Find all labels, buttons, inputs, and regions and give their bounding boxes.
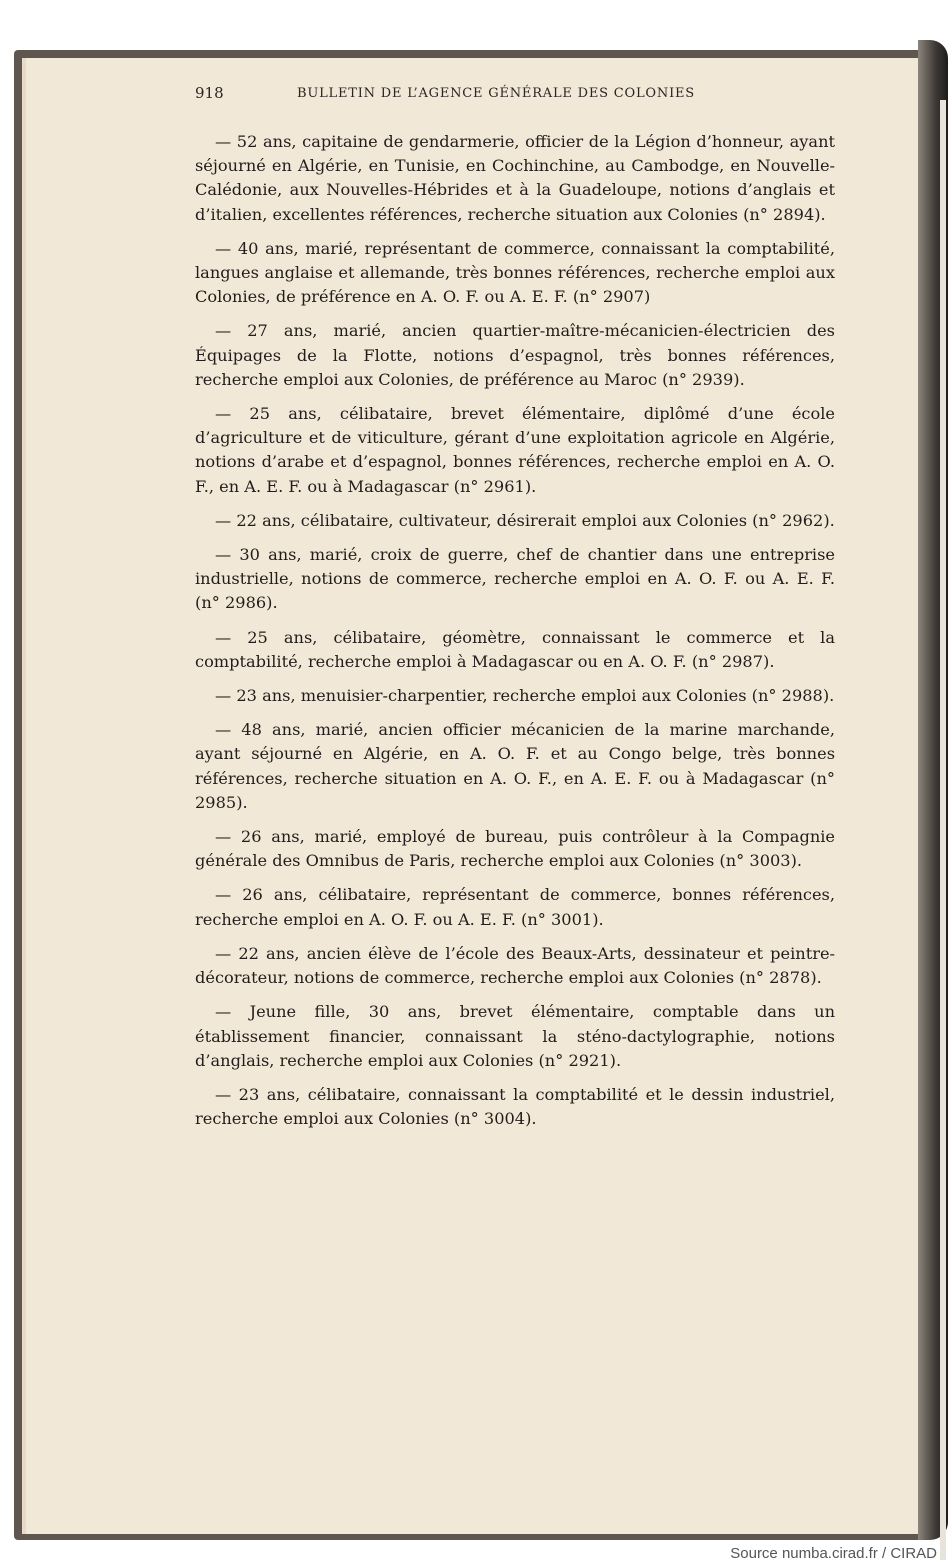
book-spine-edge (918, 40, 948, 1540)
entry: — 25 ans, célibataire, brevet élémentaire, diplômé d’une école d’agriculture et de viticulture, gérant d’une exploitation agricole en Algérie, notions d’arabe et d’espagnol, bonnes références, recherche emploi en A. O. F., en A. E. F. ou à Madagascar (n° 2961). (195, 404, 835, 496)
entry: — 25 ans, célibataire, géomètre, connaissant le commerce et la comptabilité, recherche emploi à Madagascar ou en A. O. F. (n° 2987). (195, 627, 835, 671)
source-credit: Source numba.cirad.fr / CIRAD (730, 1545, 937, 1562)
entry: — 52 ans, capitaine de gendarmerie, officier de la Légion d’honneur, ayant séjourné en Algérie, en Tunisie, en Cochinchine, au Cambodge, en Nouvelle-Calédonie, aux Nouvelles-Hébrides et à la Guadeloupe, notions d’anglais et d’italien, excellentes références, recherche situation aux Colonies (n° 2894). (195, 132, 835, 224)
entry: — Jeune fille, 30 ans, brevet élémentaire, comptable dans un établissement financier, connaissant la sténo-dactylographie, notions d’anglais, recherche emploi aux Colonies (n° 2921). (195, 1002, 835, 1070)
entry: — 23 ans, menuisier-charpentier, recherche emploi aux Colonies (n° 2988). (215, 686, 835, 706)
page-number: 918 (195, 84, 224, 102)
entry: — 22 ans, célibataire, cultivateur, désirerait emploi aux Colonies (n° 2962). (215, 510, 835, 530)
entry: — 23 ans, célibataire, connaissant la comptabilité et le dessin industriel, recherche emploi aux Colonies (n° 3004). (195, 1084, 835, 1129)
page-header (195, 84, 835, 108)
page-edge-strip (940, 100, 946, 1560)
running-head: BULLETIN DE L’AGENCE GÉNÉRALE DES COLONIES (297, 86, 695, 101)
entry: — 22 ans, ancien élève de l’école des Beaux-Arts, dessinateur et peintre-décorateur, notions de commerce, recherche emploi aux Colonies (n° 2878). (195, 943, 835, 988)
entry: — 30 ans, marié, croix de guerre, chef de chantier dans une entreprise industrielle, notions de commerce, recherche emploi en A. O. F. ou A. E. F. (n° 2986). (195, 545, 835, 613)
entry: — 26 ans, célibataire, représentant de commerce, bonnes références, recherche emploi en A. O. F. ou A. E. F. (n° 3001). (195, 885, 835, 929)
entry: — 48 ans, marié, ancien officier mécanicien de la marine marchande, ayant séjourné en Algérie, en A. O. F. et au Congo belge, très bonnes références, recherche situation en A. O. F., en A. E. F. ou à Madagascar (n° 2985). (195, 720, 835, 812)
entry: — 40 ans, marié, représentant de commerce, connaissant la comptabilité, langues anglaise et allemande, très bonnes références, recherche emploi aux Colonies, de préférence en A. O. F. ou A. E. F. (n° 2907) (195, 238, 835, 307)
entry: — 27 ans, marié, ancien quartier-maître-mécanicien-électricien des Équipages de la Flotte, notions d’espagnol, très bonnes références, recherche emploi aux Colonies, de préférence au Maroc (n° 2939). (195, 321, 835, 389)
classified-entries (195, 130, 835, 1141)
entry: — 26 ans, marié, employé de bureau, puis contrôleur à la Compagnie générale des Omnibus de Paris, recherche emploi aux Colonies (n° 3003). (195, 827, 835, 871)
